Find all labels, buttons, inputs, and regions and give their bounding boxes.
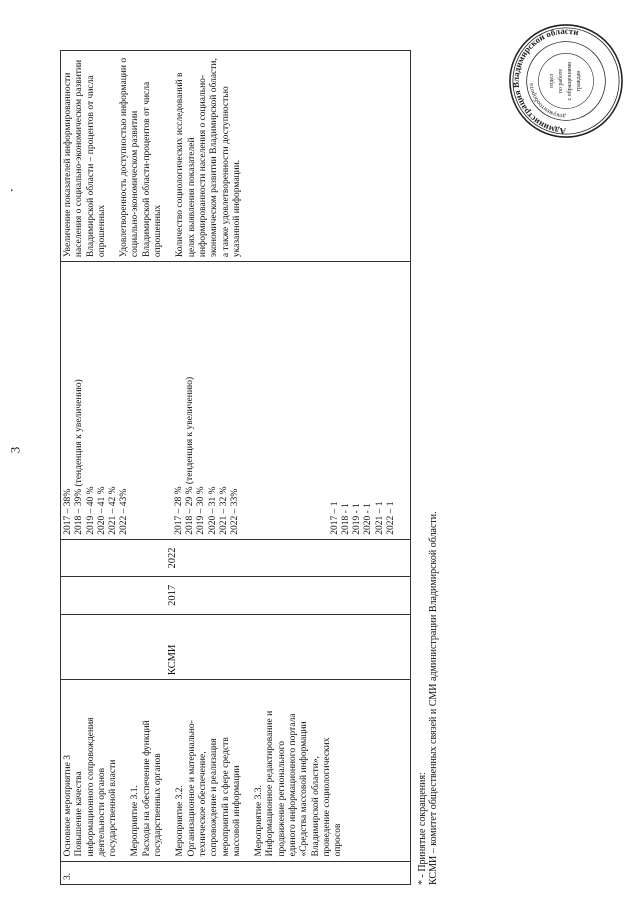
seal-center-line: граждан [575,70,582,92]
footnote [417,10,439,885]
seal-inner-text: документооборота [527,82,567,120]
text-line: сопровождение и реализация [209,738,220,857]
seal-center-line: с обращениями [566,61,573,101]
result-line: 2022 – 1 [386,501,397,535]
text-line: массовой информации [231,765,242,857]
text-line: продвижение регионального [276,741,287,857]
footnote-title: * - Принятые сокращения: [417,772,429,885]
event-3-2 [175,684,243,856]
results-group-3 [330,266,398,535]
text-line: Организационное и материально- [186,720,197,857]
result-line: 2022 – 43% [119,488,130,535]
rotated-document [60,10,580,895]
results-group-2 [174,266,242,535]
result-line: 2019 – 30 % [196,486,207,535]
indicator-2: Удовлетворенность доступностью информации о социально-экономическом развитии Владимирской области-процентов от числа опрошенных [119,57,164,258]
result-line: 2019 – 40 % [85,486,96,535]
text-line: мероприятий в сфере средств [220,737,231,857]
text-line: Владимирской области», [310,756,321,857]
text-line: Основное мероприятие 3 [63,755,73,857]
seal-center-line: по работе [558,68,565,94]
page-number: 3 [7,446,23,454]
indicator-3: Количество социологических исследований в целях выявления показателей информированности населения о социально-экономическом развитии Владимирской области, а также удовлетворенности доступностью указанной информации. [175,58,242,258]
table-row [61,51,411,885]
text-line: Информационное редактирование и [265,710,276,857]
start-year-cell [61,577,411,614]
text-line: Расходы на обеспечение функций [141,720,152,857]
result-line: 2018 - 1 [340,503,351,535]
stray-mark: . [10,180,14,195]
start-year: 2017 [167,584,178,606]
executor-cell [61,614,411,680]
result-line: 2021 – 1 [374,501,385,535]
result-line: 2019 - 1 [352,503,363,535]
text-line: Мероприятие 3.1. [130,785,141,857]
text-line: Мероприятие 3.3. [254,785,265,857]
result-line: 2017 – 28 % [173,486,184,535]
result-line: 2018 – 39% (тенденция к увеличению) [74,379,85,535]
event-3-3 [254,684,344,856]
result-line: 2022 – 33% [230,488,241,535]
seal-outer-text: Администрация Владимирской области [510,25,580,137]
seal-center-line: отдел [549,74,556,88]
row-number: 3. [61,861,411,884]
indicator-1: Увеличение показателей информированности населения о социально-экономическом развитии Владимирской области – процентов от числа опрошенных [63,59,107,258]
footnote-text: КСМИ – комитет общественных связей и СМИ администрации Владимирской области. [428,511,440,885]
executor: КСМИ [167,644,178,676]
results-cell [61,262,411,540]
text-line: опросов [333,823,344,857]
text-line: единого информационного портала [288,713,299,857]
main-event [63,684,119,856]
result-line: 2017 – 1 [329,501,340,535]
text-line: «Средства массовой информации [299,721,310,857]
indicators-cell [61,51,411,262]
result-line: 2021 – 32 % [218,486,229,535]
program-table [60,50,411,885]
result-line: 2017 – 38% [63,488,73,535]
result-line: 2020 – 41 % [96,486,107,535]
text-line: проведение социологических [321,737,332,857]
result-line: 2020 - 1 [363,503,374,535]
result-line: 2021 – 42 % [108,486,119,535]
event-3-1 [130,684,164,856]
text-line: деятельности органов [96,767,107,857]
text-line: Повышение качества [74,771,85,857]
result-line: 2018 – 29 % (тенденция к увеличению) [185,376,196,535]
results-group-1 [63,266,131,535]
text-line: информационного сопровождения [85,717,96,857]
text-line: техническое обеспечение, [197,751,208,857]
text-line: государственных органов [153,753,164,857]
result-line: 2020 – 31 % [207,486,218,535]
end-year: 2022 [167,547,178,569]
text-line: государственной власти [108,759,119,857]
text-line: Мероприятие 3.2. [175,785,186,857]
event-name-cell [61,680,411,861]
official-seal [507,22,625,140]
end-year-cell [61,539,411,576]
